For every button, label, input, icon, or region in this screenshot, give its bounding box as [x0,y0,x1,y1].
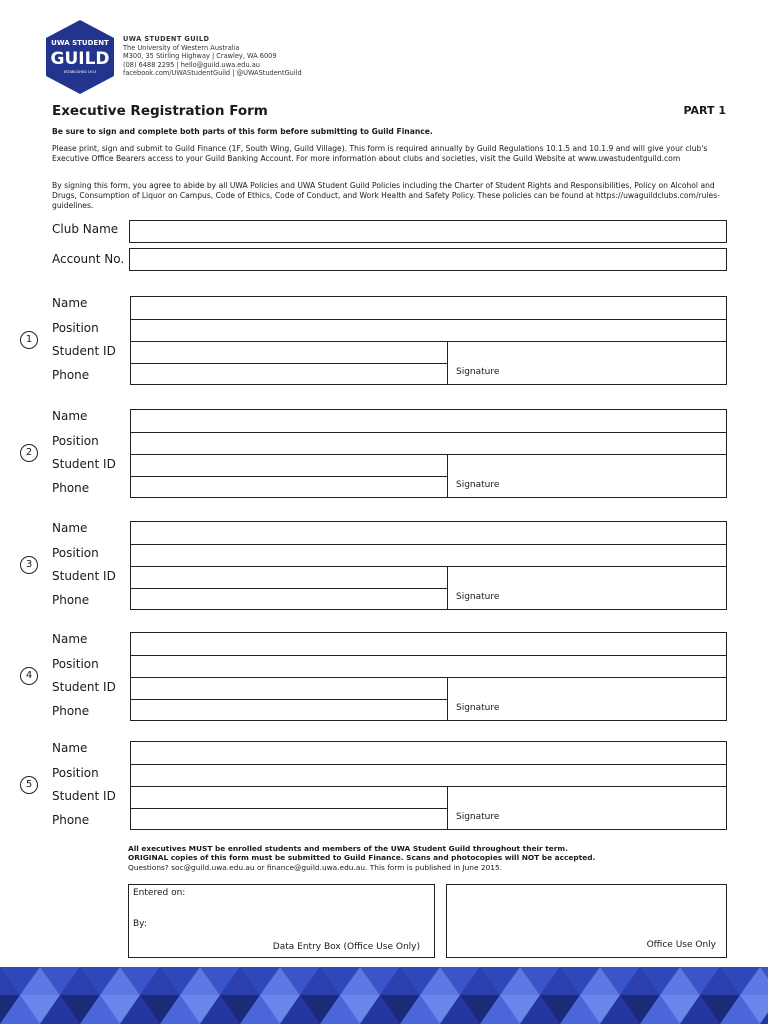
exec-student-id-label: Student ID [52,680,116,694]
note-questions: Questions? soc@guild.uwa.edu.au or finance@guild.uwa.edu.au. This form is published in June 2015. [128,862,503,872]
exec-student-id-field[interactable] [131,455,448,477]
org-address-1: The University of Western Australia [123,43,240,52]
exec-position-label: Position [52,766,99,780]
row-divider [130,699,448,700]
row-divider [130,476,448,477]
exec-student-id-field[interactable] [131,342,448,364]
exec-student-id-label: Student ID [52,569,116,583]
exec-student-id-field[interactable] [131,567,448,589]
signature-label: Signature [456,367,500,377]
column-divider [447,786,448,830]
exec-student-id-label: Student ID [52,789,116,803]
signature-label: Signature [456,812,500,822]
exec-signature-field[interactable] [449,567,726,610]
instruction-paragraph-2: By signing this form, you agree to abide by all UWA Policies and UWA Student Guild Policies including the Charter of Student Rights and Responsibilities, Policy on Alcohol and Drugs, Consumption of Liquor on Campus, Code of Ethics, Code of Conduct, and Work Health and Safety Policy. These policies can be found at https://uwaguildclubs.com/rules-guidelines. [52,181,720,211]
column-divider [447,341,448,385]
office-use-caption: Office Use Only [646,940,716,950]
logo-line1: UWA STUDENT [51,39,109,47]
by-label: By: [133,919,147,929]
exec-student-id-field[interactable] [131,787,448,809]
executive-number-badge: 3 [20,556,38,574]
exec-phone-label: Phone [52,593,90,607]
executive-number-badge: 2 [20,444,38,462]
row-divider [130,363,448,364]
exec-position-field[interactable] [131,433,726,455]
data-entry-box [128,884,435,958]
form-title: Executive Registration Form [52,103,268,119]
instruction-paragraph-1: Please print, sign and submit to Guild Finance (1F, South Wing, Guild Village). This form is required annually by Guild Regulations 10.1.5 and 10.1.9 and will give your club's Executive Office Bearers access to your Guild Banking Account. For more information about clubs and societies, visit the Guild Website at www.uwastudentguild.com [52,144,708,164]
exec-signature-field[interactable] [449,678,726,721]
exec-position-field[interactable] [131,545,726,567]
exec-phone-field[interactable] [131,700,448,721]
org-social: facebook.com/UWAStudentGuild | @UWAStudentGuild [123,69,302,78]
account-number-field[interactable] [129,248,727,271]
data-entry-caption: Data Entry Box (Office Use Only) [272,942,420,952]
executive-number-badge: 4 [20,667,38,685]
exec-position-field[interactable] [131,765,726,787]
logo-line2: GUILD [50,49,110,69]
org-address-2: M300, 35 Stirling Highway | Crawley, WA 6009 [123,52,277,61]
column-divider [447,677,448,721]
exec-name-label: Name [52,521,88,535]
row-divider [130,319,727,320]
decorative-footer-pattern [0,967,768,1024]
exec-name-label: Name [52,632,88,646]
signature-label: Signature [456,703,500,713]
exec-position-label: Position [52,657,99,671]
exec-position-field[interactable] [131,320,726,342]
organisation-details [123,35,302,78]
row-divider [130,454,727,455]
part-label: PART 1 [683,104,726,117]
row-divider [130,566,727,567]
exec-position-label: Position [52,434,99,448]
exec-name-field[interactable] [131,742,726,765]
exec-name-label: Name [52,296,88,310]
exec-phone-label: Phone [52,368,90,382]
entered-on-label: Entered on: [133,888,186,898]
row-divider [130,432,727,433]
exec-student-id-label: Student ID [52,344,116,358]
executive-number-badge: 1 [20,331,38,349]
executive-number-badge: 5 [20,776,38,794]
row-divider [130,786,727,787]
exec-name-field[interactable] [131,633,726,656]
row-divider [130,808,448,809]
row-divider [130,677,727,678]
row-divider [130,544,727,545]
exec-signature-field[interactable] [449,787,726,830]
row-divider [130,341,727,342]
exec-signature-field[interactable] [449,455,726,498]
exec-position-field[interactable] [131,656,726,678]
exec-name-field[interactable] [131,522,726,545]
exec-signature-field[interactable] [449,342,726,385]
exec-position-label: Position [52,546,99,560]
exec-student-id-label: Student ID [52,457,116,471]
signature-label: Signature [456,480,500,490]
org-name: UWA STUDENT GUILD [123,35,210,43]
exec-phone-label: Phone [52,813,90,827]
club-name-field[interactable] [129,220,727,243]
note-originals: ORIGINAL copies of this form must be submitted to Guild Finance. Scans and photocopies will NOT be accepted. [128,853,596,863]
exec-name-label: Name [52,741,88,755]
notes [128,844,728,872]
exec-phone-label: Phone [52,704,90,718]
logo-line3: ESTABLISHED 1913 [63,70,97,74]
row-divider [130,764,727,765]
uwa-student-guild-logo [46,20,114,94]
column-divider [447,454,448,498]
instruction-bold: Be sure to sign and complete both parts of this form before submitting to Guild Finance. [52,127,433,136]
account-number-label: Account No. [52,252,125,266]
office-use-box [446,884,727,958]
column-divider [447,566,448,610]
exec-position-label: Position [52,321,99,335]
note-enrolment: All executives MUST be enrolled students and members of the UWA Student Guild throughout their term. [128,844,568,853]
club-name-label: Club Name [52,222,119,236]
exec-student-id-field[interactable] [131,678,448,700]
exec-phone-field[interactable] [131,364,448,385]
exec-phone-field[interactable] [131,589,448,610]
exec-phone-field[interactable] [131,809,448,830]
row-divider [130,655,727,656]
exec-name-field[interactable] [131,297,726,320]
exec-name-label: Name [52,409,88,423]
exec-phone-label: Phone [52,481,90,495]
exec-name-field[interactable] [131,410,726,433]
org-contact: (08) 6488 2295 | hello@guild.uwa.edu.au [123,60,260,69]
signature-label: Signature [456,592,500,602]
exec-phone-field[interactable] [131,477,448,498]
row-divider [130,588,448,589]
